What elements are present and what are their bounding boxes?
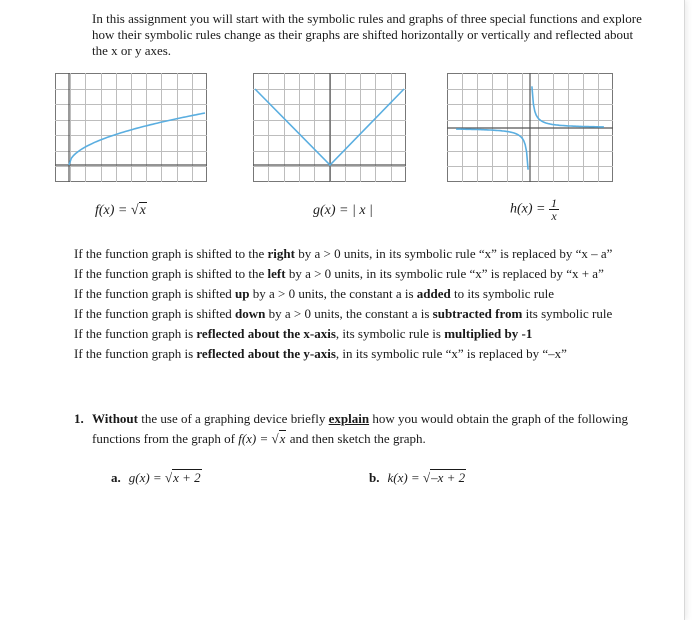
graph-reciprocal [447,73,613,182]
caption-h-numerator: 1 [551,196,557,210]
part-a-radicand: x + 2 [173,470,201,485]
rule-line: If the function graph is reflected about the x-axis, its symbolic rule is multiplied by -1 [74,326,533,341]
part-a: a. g(x) = √x + 2 [111,470,201,485]
rule-line: If the function graph is reflected about the y-axis, in its symbolic rule “x” is replaced by “–x” [74,346,567,361]
intro-paragraph: In this assignment you will start with the symbolic rules and graphs of three special functions and explore how their symbolic rules change as their graphs are shifted horizontally or vertically and reflected about the x or y axes. [92,11,642,58]
abs-graph-svg [253,73,406,182]
part-a-label: a. [111,470,121,485]
caption-g-text: g(x) = | x | [313,203,373,218]
reciprocal-graph-svg [447,73,613,182]
caption-f-radicand: x [139,203,146,218]
question-number: 1. [74,411,84,426]
part-b-label: b. [369,470,380,485]
part-b: b. k(x) = √–x + 2 [369,470,466,485]
caption-h-lhs: h(x) = [510,201,549,217]
rule-line: If the function graph is shifted up by a > 0 units, the constant a is added to its symbolic rule [74,286,555,301]
question-text: Without the use of a graphing device briefly explain how you would obtain the graph of the following functions from the graph of f(x) = √x and then sketch the graph. [92,411,628,446]
graph-abs [253,73,406,182]
rule-line: If the function graph is shifted to the left by a > 0 units, in its symbolic rule “x” is replaced by “x + a” [74,266,604,281]
transformation-rules [74,244,674,364]
caption-f-lhs: f(x) = [95,203,131,218]
graph-sqrt [55,73,207,182]
sqrt-graph-svg [55,73,207,182]
caption-f: f(x) = √x [95,203,146,218]
caption-h [510,197,559,222]
caption-g [313,203,373,219]
part-b-lhs: k(x) = [387,470,423,485]
part-a-lhs: g(x) = [128,470,165,485]
part-b-radicand: –x + 2 [431,470,466,485]
caption-h-denominator: x [551,209,557,223]
rule-line: If the function graph is shifted down by a > 0 units, the constant a is subtracted from its symbolic rule [74,306,613,321]
rule-line: If the function graph is shifted to the right by a > 0 units, in its symbolic rule “x” is replaced by “x – a” [74,246,613,261]
